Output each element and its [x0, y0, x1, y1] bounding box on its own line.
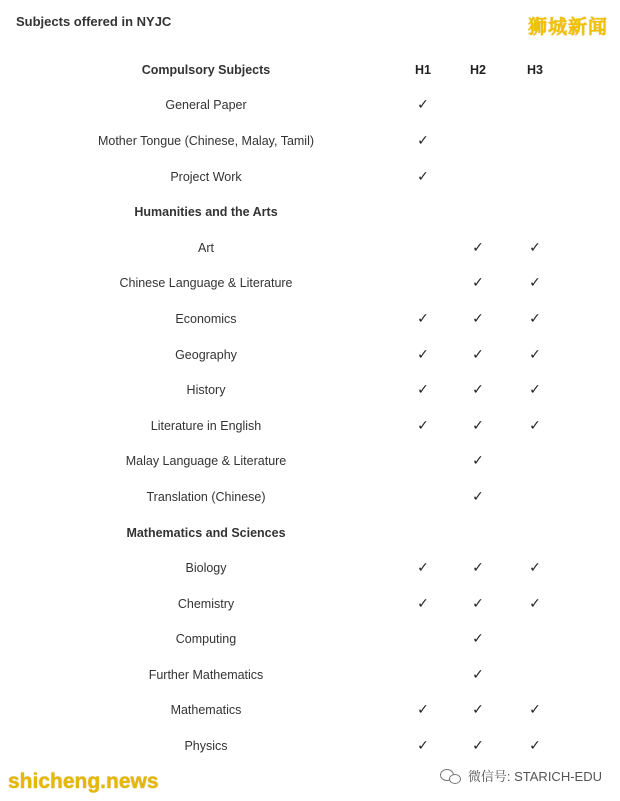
h2-cell [458, 301, 498, 337]
check-icon: ✓ [472, 346, 484, 363]
check-icon: ✓ [529, 417, 541, 434]
subject-name: Project Work [170, 169, 242, 184]
table-row [0, 337, 620, 373]
h2-cell [458, 123, 498, 159]
h3-cell [515, 728, 555, 764]
check-icon: ✓ [472, 738, 484, 755]
check-icon: ✓ [529, 560, 541, 577]
h2-cell [458, 586, 498, 622]
table-row [0, 479, 620, 515]
h2-cell [458, 444, 498, 480]
header-h1: H1 [415, 62, 431, 77]
category-label: Humanities and the Arts [134, 205, 278, 220]
h2-cell [458, 657, 498, 693]
check-icon: ✓ [472, 239, 484, 256]
h1-cell [403, 266, 443, 302]
subject-name: General Paper [165, 98, 247, 113]
h3-cell [515, 622, 555, 658]
check-icon: ✓ [472, 595, 484, 612]
table-row [0, 408, 620, 444]
check-icon: ✓ [417, 97, 429, 114]
check-icon: ✓ [417, 560, 429, 577]
h3-cell [515, 657, 555, 693]
check-icon: ✓ [472, 666, 484, 683]
table-row [0, 159, 620, 195]
wechat-icon [440, 768, 462, 784]
check-icon: ✓ [417, 738, 429, 755]
footer-watermark: shicheng.news [8, 770, 159, 793]
h1-cell [403, 693, 443, 729]
check-icon: ✓ [472, 488, 484, 505]
subject-name: Mathematics [170, 703, 242, 718]
h2-cell [458, 337, 498, 373]
h2-cell [458, 408, 498, 444]
table-header-row [0, 52, 620, 88]
header-subject: Compulsory Subjects [141, 62, 271, 77]
h3-cell [515, 159, 555, 195]
check-icon: ✓ [529, 239, 541, 256]
table-row [0, 728, 620, 764]
table-row [0, 693, 620, 729]
wechat-id [440, 766, 602, 785]
table-row [0, 88, 620, 124]
table-row [0, 657, 620, 693]
table-row [0, 230, 620, 266]
wechat-label: 微信号: STARICH-EDU [467, 769, 602, 784]
h2-cell [458, 230, 498, 266]
table-row [0, 586, 620, 622]
h1-cell [403, 550, 443, 586]
subject-name: Translation (Chinese) [146, 489, 266, 504]
header-h2: H2 [470, 62, 486, 77]
h1-cell [403, 337, 443, 373]
h2-cell [458, 550, 498, 586]
h1-cell [403, 301, 443, 337]
h2-cell [458, 693, 498, 729]
table-row [0, 622, 620, 658]
h3-cell [515, 693, 555, 729]
table-row [0, 266, 620, 302]
table-row [0, 444, 620, 480]
subject-name: Mother Tongue (Chinese, Malay, Tamil) [97, 133, 315, 148]
h3-cell [515, 408, 555, 444]
h1-cell [403, 657, 443, 693]
subject-name: Physics [184, 739, 228, 754]
check-icon: ✓ [472, 310, 484, 327]
watermark-top: 狮城新闻 [527, 16, 608, 38]
h2-cell [458, 372, 498, 408]
h1-cell [403, 88, 443, 124]
subject-name: Biology [185, 561, 227, 576]
h2-cell [458, 159, 498, 195]
subjects-table [0, 52, 620, 764]
subject-name: History [186, 383, 226, 398]
h1-cell [403, 586, 443, 622]
h2-cell [458, 266, 498, 302]
check-icon: ✓ [472, 702, 484, 719]
h1-cell [403, 123, 443, 159]
check-icon: ✓ [417, 310, 429, 327]
table-body [0, 88, 620, 764]
h1-cell [403, 622, 443, 658]
h2-cell [458, 479, 498, 515]
table-row [0, 301, 620, 337]
subject-name: Further Mathematics [148, 667, 264, 682]
check-icon: ✓ [472, 275, 484, 292]
h1-cell [403, 728, 443, 764]
check-icon: ✓ [472, 631, 484, 648]
subject-name: Computing [175, 632, 237, 647]
check-icon: ✓ [529, 702, 541, 719]
category-row [0, 515, 620, 551]
subject-name: Art [198, 240, 214, 255]
h3-cell [515, 266, 555, 302]
check-icon: ✓ [529, 346, 541, 363]
h1-cell [403, 159, 443, 195]
h1-cell [403, 230, 443, 266]
h2-cell [458, 728, 498, 764]
table-row [0, 123, 620, 159]
h3-cell [515, 444, 555, 480]
subject-name: Chinese Language & Literature [119, 276, 293, 291]
h1-cell [403, 408, 443, 444]
h1-cell [403, 444, 443, 480]
h3-cell [515, 123, 555, 159]
check-icon: ✓ [472, 453, 484, 470]
subject-name: Literature in English [150, 418, 262, 433]
subject-name: Malay Language & Literature [125, 454, 287, 469]
check-icon: ✓ [417, 417, 429, 434]
check-icon: ✓ [417, 346, 429, 363]
table-row [0, 550, 620, 586]
check-icon: ✓ [472, 382, 484, 399]
h3-cell [515, 337, 555, 373]
h3-cell [515, 88, 555, 124]
header-h3: H3 [527, 62, 543, 77]
h3-cell [515, 301, 555, 337]
h3-cell [515, 230, 555, 266]
h1-cell [403, 372, 443, 408]
check-icon: ✓ [472, 417, 484, 434]
check-icon: ✓ [529, 275, 541, 292]
check-icon: ✓ [417, 132, 429, 149]
table-row [0, 372, 620, 408]
check-icon: ✓ [417, 595, 429, 612]
h3-cell [515, 586, 555, 622]
check-icon: ✓ [529, 738, 541, 755]
check-icon: ✓ [417, 382, 429, 399]
subject-name: Economics [175, 311, 237, 326]
h3-cell [515, 372, 555, 408]
category-label: Mathematics and Sciences [126, 525, 286, 540]
check-icon: ✓ [417, 702, 429, 719]
h2-cell [458, 88, 498, 124]
h2-cell [458, 622, 498, 658]
category-row [0, 194, 620, 230]
page-title: Subjects offered in NYJC [16, 14, 172, 29]
h3-cell [515, 479, 555, 515]
check-icon: ✓ [529, 595, 541, 612]
check-icon: ✓ [417, 168, 429, 185]
check-icon: ✓ [529, 310, 541, 327]
h1-cell [403, 479, 443, 515]
subject-name: Geography [175, 347, 237, 362]
subject-name: Chemistry [177, 596, 235, 611]
h3-cell [515, 550, 555, 586]
check-icon: ✓ [472, 560, 484, 577]
check-icon: ✓ [529, 382, 541, 399]
